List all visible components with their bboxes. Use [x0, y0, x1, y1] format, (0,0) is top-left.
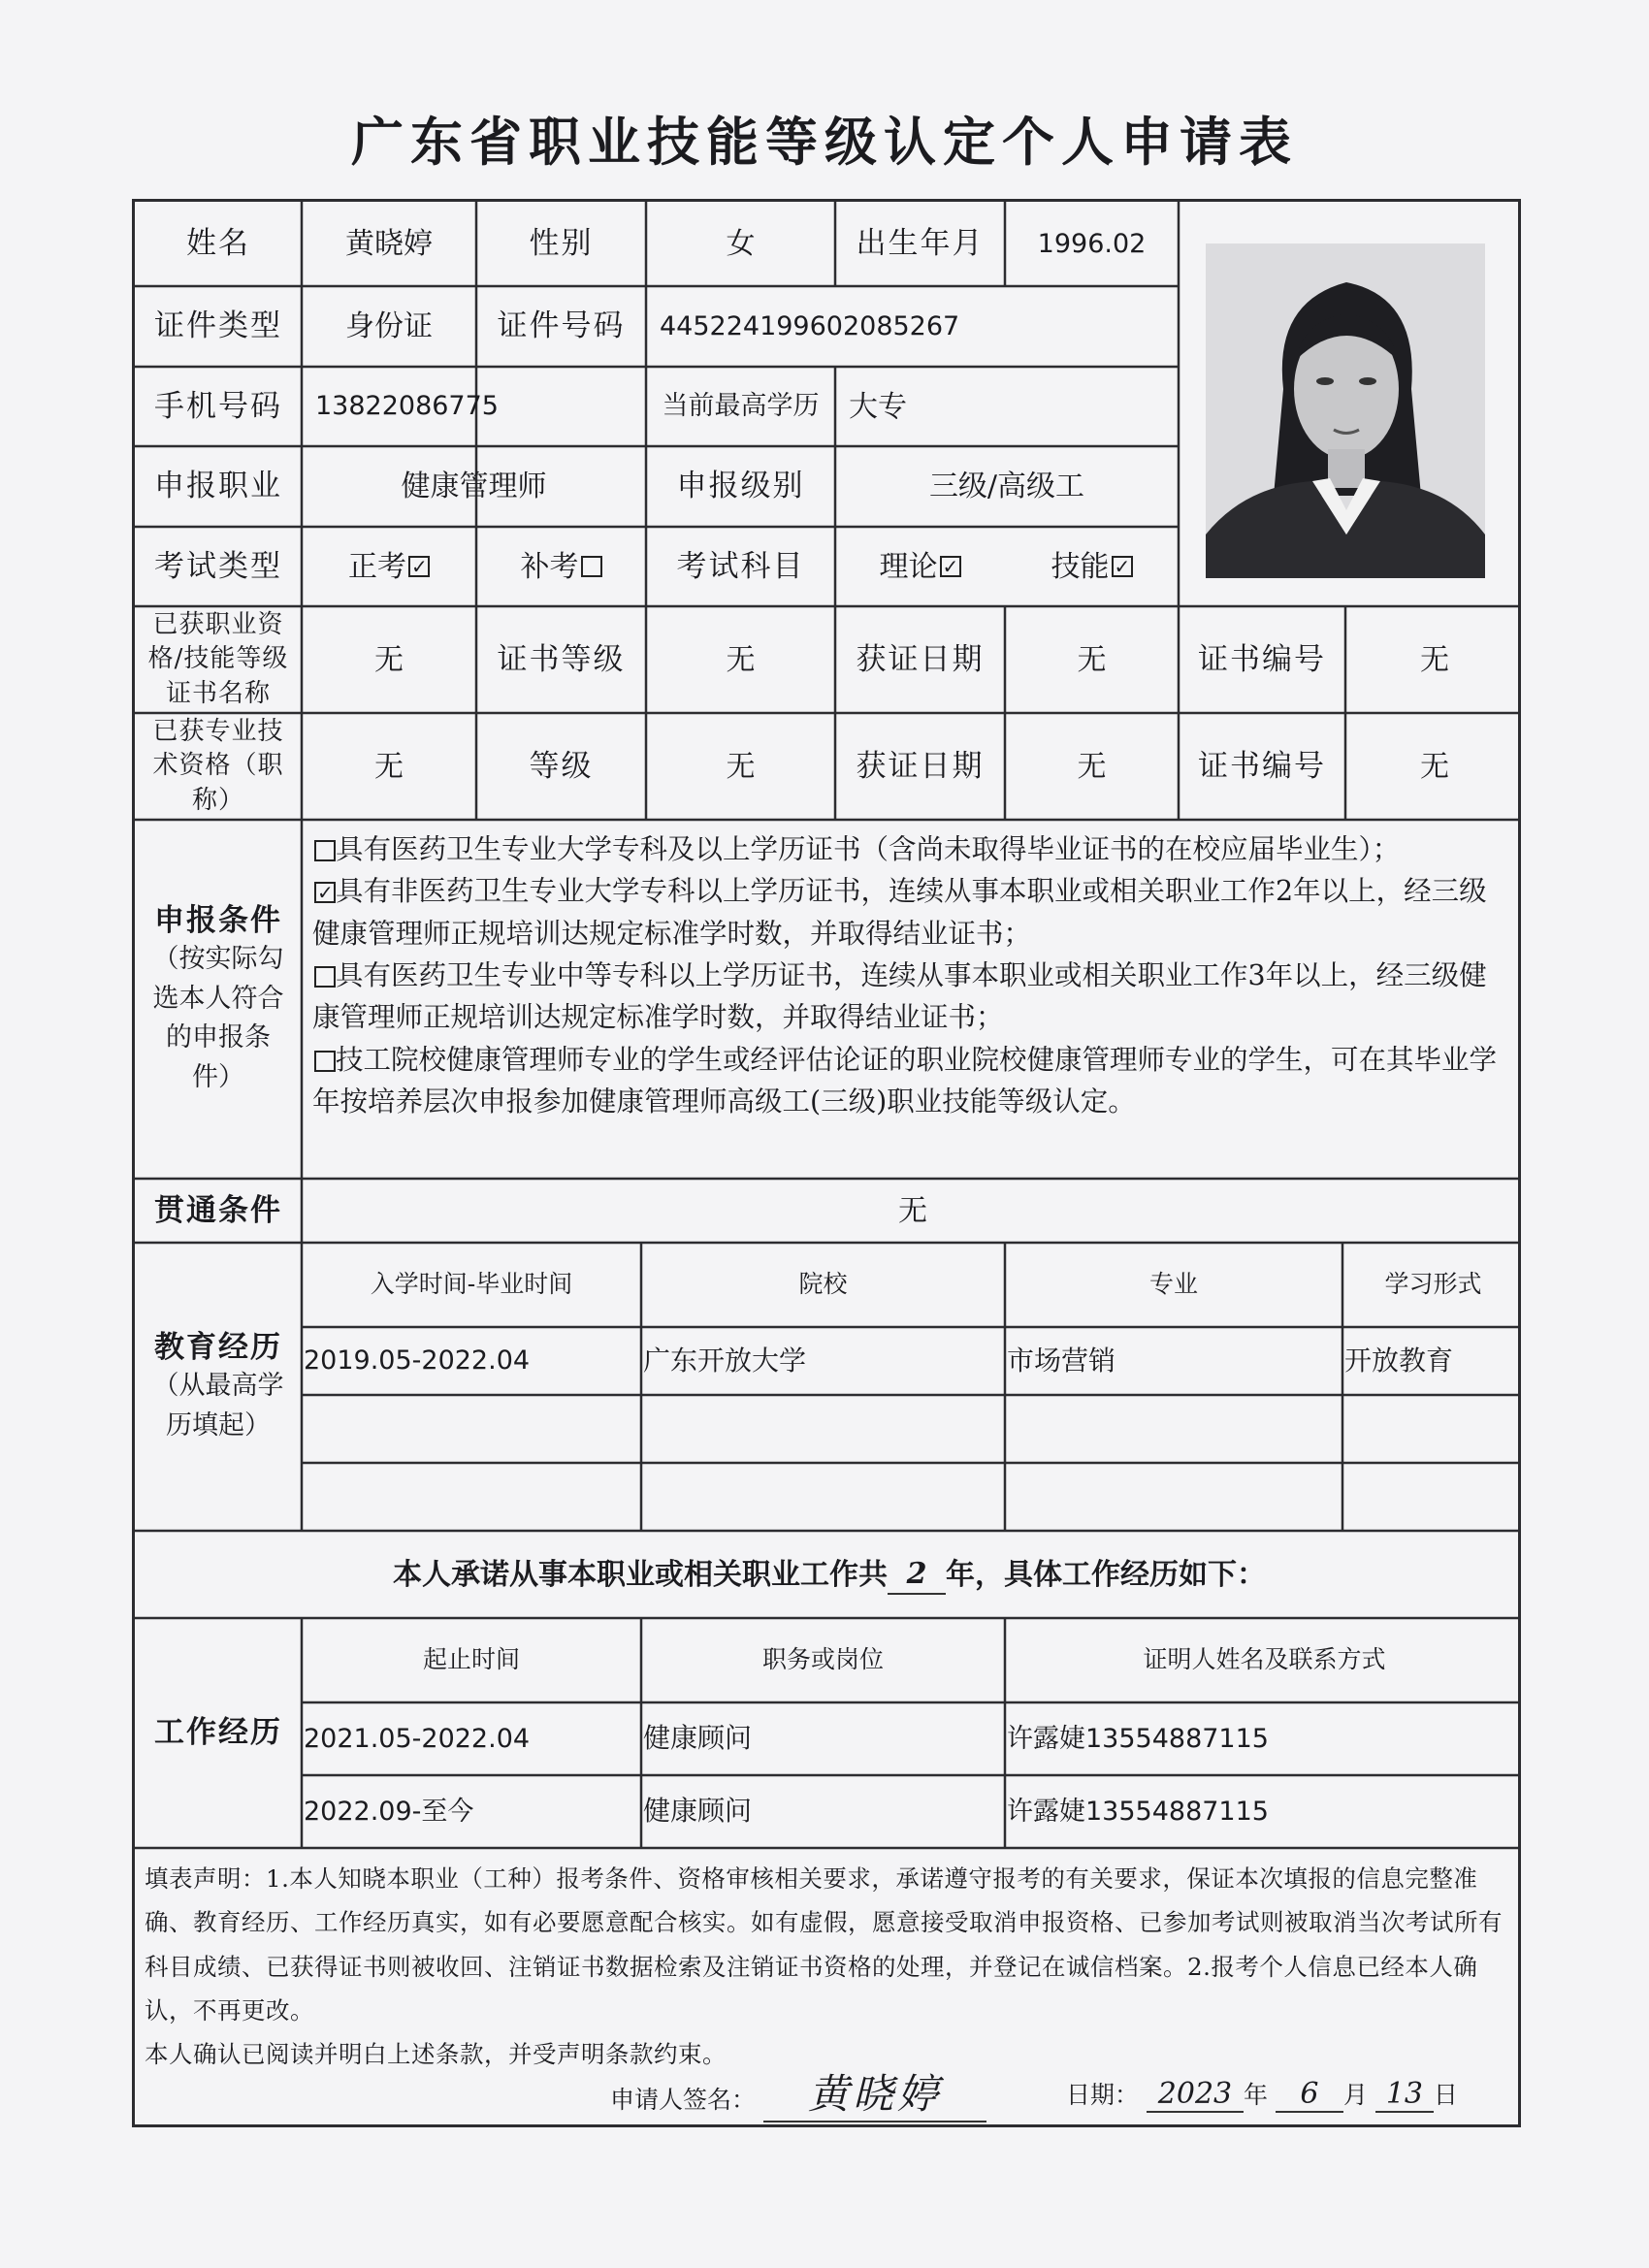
- subject-theory-option[interactable]: [835, 527, 1005, 606]
- title-grade-value: 无: [726, 749, 756, 784]
- phone-label: 手机号码: [154, 388, 282, 424]
- exam-makeup-option[interactable]: [476, 527, 646, 606]
- conditions-label: 申报条件: [154, 902, 282, 938]
- education-hint: （从最高学历填起）: [152, 1371, 284, 1441]
- declaration-text: 填表声明：1.本人知晓本职业（工种）报考条件、资格审核相关要求，承诺遵守报考的有关要求，保证本次填报的信息完整准确、教育经历、工作经历真实，如有必要愿意配合核实。如有虚假，愿意接受取消申报资格、已参加考试则被取消当次考试所有科目成绩、已获得证书则被收回、注销证书数据检索及注销证书资格的处理，并登记在诚信档案。2.报考个人信息已经本人确认，不再更改。: [145, 1864, 1503, 2025]
- condition-3-text: 具有医药卫生专业中等专科以上学历证书，连续从事本职业或相关职业工作3年以上，经三级健康管理师正规培训达规定标准学时数，并取得结业证书；: [312, 958, 1487, 1034]
- edu-row-mode: 开放教育: [1344, 1344, 1454, 1377]
- gender-label: 性别: [529, 226, 594, 262]
- id-type-value: 身份证: [345, 309, 433, 343]
- page-title: 广东省职业技能等级认定个人申请表: [351, 111, 1298, 173]
- cert-grade-label: 证书等级: [497, 641, 626, 677]
- occupation-label: 申报职业: [154, 469, 282, 504]
- subject-skill-checkbox[interactable]: [1112, 556, 1133, 577]
- id-type-label: 证件类型: [154, 308, 282, 344]
- condition-4-checkbox[interactable]: [314, 1051, 336, 1072]
- name-label: 姓名: [186, 226, 250, 262]
- edu-header-major: 专业: [1148, 1270, 1198, 1299]
- exam-makeup-checkbox[interactable]: [581, 556, 602, 577]
- conditions-hint: （按实际勾选本人符合的申报条件）: [152, 944, 284, 1092]
- edu-row-major: 市场营销: [1007, 1344, 1116, 1377]
- title-date-value: 无: [1077, 749, 1107, 784]
- exam-normal-label: 正考: [348, 549, 406, 584]
- title-number-label: 证书编号: [1198, 748, 1326, 784]
- birth-value: 1996.02: [1037, 228, 1147, 259]
- subject-theory-label: 理论: [879, 549, 938, 584]
- condition-item-3[interactable]: [312, 955, 1505, 1039]
- edu-row-school: 广东开放大学: [643, 1344, 807, 1377]
- work-row-1-reference: 许露婕13554887115: [1007, 1723, 1269, 1754]
- exam-type-label: 考试类型: [154, 548, 282, 584]
- subject-skill-label: 技能: [1051, 549, 1110, 584]
- id-number-label: 证件号码: [497, 308, 626, 344]
- edu-row-period: 2019.05-2022.04: [304, 1345, 531, 1377]
- condition-2-text: 具有非医药卫生专业大学专科以上学历证书，连续从事本职业或相关职业工作2年以上，经三级健康管理师正规培训达规定标准学时数，并取得结业证书；: [312, 875, 1487, 950]
- edu-header-school: 院校: [798, 1270, 848, 1299]
- conditions-label-cell: [135, 820, 302, 1179]
- work-label: 工作经历: [154, 1715, 282, 1751]
- cert-date-value: 无: [1077, 642, 1107, 677]
- exam-normal-option[interactable]: [302, 527, 476, 606]
- date-day-unit: 日: [1433, 2081, 1458, 2109]
- date-year: 2023: [1147, 2077, 1244, 2113]
- applicant-photo: [1206, 243, 1485, 578]
- condition-1-text: 具有医药卫生专业大学专科及以上学历证书（含尚未取得毕业证书的在校应届毕业生）；: [336, 833, 1401, 865]
- conditions-list: [312, 828, 1505, 1122]
- cert-number-label: 证书编号: [1198, 641, 1326, 677]
- subject-skill-option[interactable]: [1005, 527, 1179, 606]
- work-row-1-period: 2021.05-2022.04: [304, 1723, 531, 1754]
- date-month: 6: [1276, 2077, 1343, 2113]
- birth-label: 出生年月: [856, 226, 985, 262]
- condition-1-checkbox[interactable]: [314, 840, 336, 861]
- work-row-2-period: 2022.09-至今: [304, 1796, 474, 1827]
- exam-normal-checkbox[interactable]: [408, 556, 430, 577]
- gender-value: 女: [726, 227, 756, 261]
- work-row-2-position: 健康顾问: [643, 1795, 753, 1828]
- name-value: 黄晓婷: [345, 227, 433, 261]
- signature-label: 申请人签名：: [610, 2086, 757, 2114]
- work-header-reference: 证明人姓名及联系方式: [1143, 1645, 1386, 1674]
- subject-theory-checkbox[interactable]: [940, 556, 961, 577]
- portrait-image: [1206, 243, 1485, 578]
- pledge-after: 年，具体工作经历如下：: [946, 1557, 1266, 1592]
- title-date-label: 获证日期: [856, 748, 985, 784]
- exam-makeup-label: 补考: [520, 549, 579, 584]
- edu-header-mode: 学习形式: [1384, 1270, 1482, 1299]
- work-row-1-position: 健康顾问: [643, 1722, 753, 1755]
- date-month-unit: 月: [1342, 2081, 1368, 2109]
- level-value: 三级/高级工: [928, 470, 1085, 503]
- education-label-cell: [135, 1243, 302, 1531]
- education-level-label: 当前最高学历: [662, 391, 820, 422]
- edu-header-period: 入学时间-毕业时间: [370, 1270, 573, 1299]
- professional-title-value: 无: [374, 749, 404, 784]
- cert-grade-value: 无: [726, 642, 756, 677]
- declaration-confirm: 本人确认已阅读并明白上述条款，并受声明条款约束。: [145, 2040, 727, 2069]
- condition-3-checkbox[interactable]: [314, 966, 336, 988]
- applicant-signature: 黄晓婷: [763, 2062, 986, 2122]
- phone-value: 13822086775: [315, 391, 499, 422]
- condition-4-text: 技工院校健康管理师专业的学生或经评估论证的职业院校健康管理师专业的学生，可在其毕业学年按培养层次申报参加健康管理师高级工(三级)职业技能等级认定。: [312, 1043, 1498, 1118]
- work-row-2-reference: 许露婕13554887115: [1007, 1796, 1269, 1827]
- level-label: 申报级别: [676, 469, 805, 504]
- work-header-position: 职务或岗位: [761, 1645, 884, 1674]
- occupation-value: 健康管理师: [401, 470, 547, 503]
- date-day: 13: [1375, 2077, 1434, 2113]
- condition-item-1[interactable]: [312, 828, 1505, 870]
- date-label: 日期：: [1066, 2081, 1140, 2109]
- qualification-cert-value: 无: [374, 642, 404, 677]
- date-row: [1066, 2076, 1458, 2113]
- work-header-period: 起止时间: [422, 1645, 520, 1674]
- pledge-years: 2: [888, 1555, 946, 1595]
- work-pledge: [135, 1531, 1521, 1618]
- application-form: [132, 199, 1521, 2127]
- through-value: 无: [898, 1193, 927, 1228]
- education-label: 教育经历: [154, 1329, 282, 1365]
- education-level-value: 大专: [849, 389, 907, 424]
- condition-2-checkbox[interactable]: [314, 882, 336, 903]
- professional-title-label: 已获专业技术资格（职称）: [152, 717, 284, 815]
- cert-number-value: 无: [1420, 642, 1449, 677]
- qualification-cert-label: 已获职业资格/技能等级证书名称: [147, 610, 289, 708]
- condition-item-2[interactable]: [312, 870, 1505, 955]
- through-label: 贯通条件: [154, 1192, 282, 1228]
- date-year-unit: 年: [1243, 2081, 1268, 2109]
- declaration: [145, 1857, 1512, 2077]
- cert-date-label: 获证日期: [856, 641, 985, 677]
- title-grade-label: 等级: [529, 748, 594, 784]
- pledge-before: 本人承诺从事本职业或相关职业工作共: [393, 1557, 888, 1592]
- signature-row: [610, 2062, 986, 2122]
- subject-label: 考试科目: [676, 548, 805, 584]
- condition-item-4[interactable]: [312, 1039, 1505, 1123]
- id-number-value: 445224199602085267: [660, 310, 960, 341]
- title-number-value: 无: [1420, 749, 1449, 784]
